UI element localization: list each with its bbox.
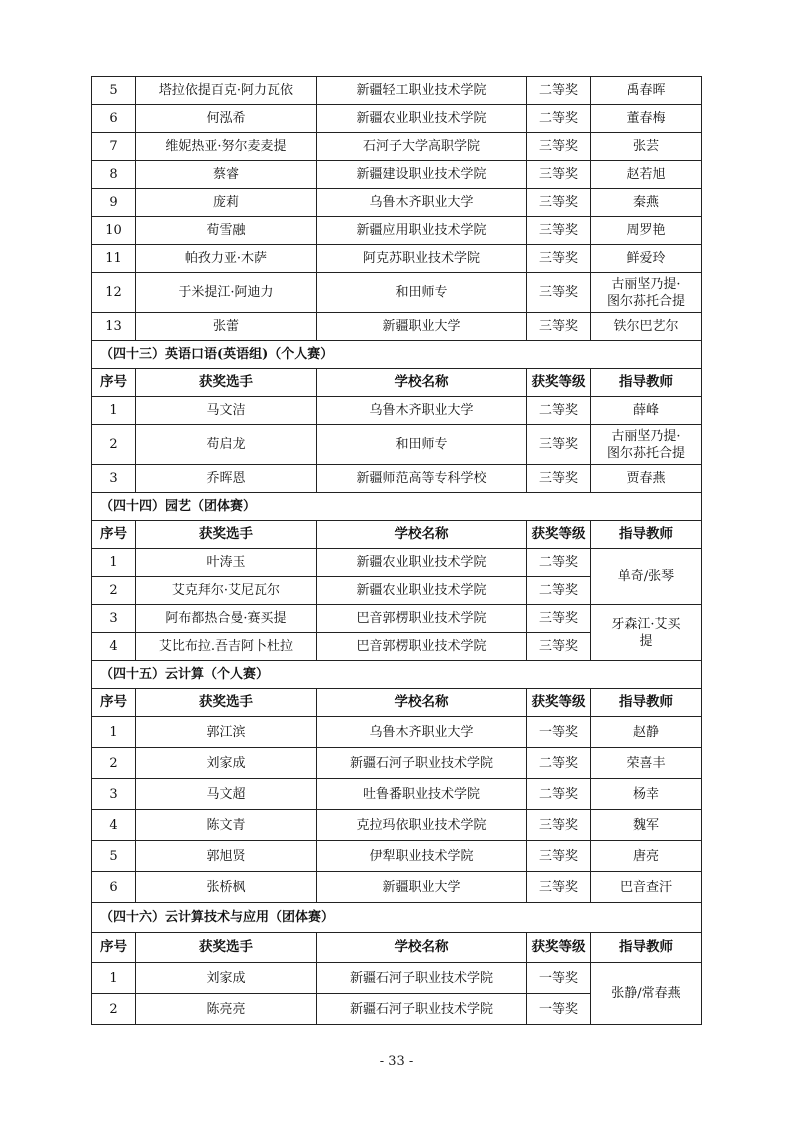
award-level: 三等奖 [527, 189, 591, 217]
teacher-name: 董春梅 [591, 105, 702, 133]
row-number: 3 [92, 779, 136, 810]
row-number: 12 [92, 273, 136, 313]
table-row [92, 245, 702, 273]
teacher-name: 赵静 [591, 717, 702, 748]
table-row [92, 397, 702, 425]
award-level: 三等奖 [527, 217, 591, 245]
player-name: 荀雪融 [136, 217, 317, 245]
school-name: 新疆职业大学 [317, 872, 527, 903]
award-level: 二等奖 [527, 105, 591, 133]
header-level: 获奖等级 [527, 933, 591, 963]
teacher-name-line: 牙森江·艾买 [611, 616, 681, 632]
school-name: 伊犁职业技术学院 [317, 841, 527, 872]
teacher-name: 铁尔巴艺尔 [591, 313, 702, 341]
award-level: 三等奖 [527, 245, 591, 273]
award-level: 二等奖 [527, 577, 591, 605]
row-number: 3 [92, 605, 136, 633]
school-name: 巴音郭楞职业技术学院 [317, 605, 527, 633]
award-level: 三等奖 [527, 872, 591, 903]
school-name: 新疆石河子职业技术学院 [317, 963, 527, 994]
header-teacher: 指导教师 [591, 521, 702, 549]
teacher-name: 单奇/张琴 [591, 549, 702, 605]
player-name: 何泓希 [136, 105, 317, 133]
school-name: 新疆农业职业技术学院 [317, 105, 527, 133]
table-row [92, 549, 702, 577]
header-school: 学校名称 [317, 933, 527, 963]
header-number: 序号 [92, 369, 136, 397]
teacher-name: 鲜爱玲 [591, 245, 702, 273]
teacher-name [591, 425, 702, 465]
teacher-name: 贾春燕 [591, 465, 702, 493]
table-row [92, 105, 702, 133]
table-row [92, 465, 702, 493]
row-number: 7 [92, 133, 136, 161]
school-name: 乌鲁木齐职业大学 [317, 189, 527, 217]
header-player: 获奖选手 [136, 369, 317, 397]
header-row [92, 689, 702, 717]
school-name: 阿克苏职业技术学院 [317, 245, 527, 273]
table-row [92, 810, 702, 841]
school-name: 新疆农业职业技术学院 [317, 549, 527, 577]
header-player: 获奖选手 [136, 521, 317, 549]
player-name: 刘家成 [136, 748, 317, 779]
teacher-name: 魏军 [591, 810, 702, 841]
player-name: 叶涛玉 [136, 549, 317, 577]
player-name: 庞莉 [136, 189, 317, 217]
player-name: 马文洁 [136, 397, 317, 425]
table-row [92, 841, 702, 872]
school-name: 新疆石河子职业技术学院 [317, 748, 527, 779]
award-level: 三等奖 [527, 810, 591, 841]
teacher-name: 秦燕 [591, 189, 702, 217]
header-teacher: 指导教师 [591, 689, 702, 717]
header-player: 获奖选手 [136, 933, 317, 963]
header-level: 获奖等级 [527, 689, 591, 717]
player-name: 郭江滨 [136, 717, 317, 748]
school-name: 新疆职业大学 [317, 313, 527, 341]
table-row [92, 963, 702, 994]
teacher-name: 唐亮 [591, 841, 702, 872]
player-name: 维妮热亚·努尔麦麦提 [136, 133, 317, 161]
award-level: 三等奖 [527, 465, 591, 493]
player-name: 蔡睿 [136, 161, 317, 189]
teacher-name: 薛峰 [591, 397, 702, 425]
award-level: 三等奖 [527, 313, 591, 341]
school-name: 和田师专 [317, 273, 527, 313]
section-title: （四十六）云计算技术与应用（团体赛） [92, 903, 702, 933]
table-row [92, 217, 702, 245]
teacher-name-line: 古丽坚乃提· [611, 428, 681, 444]
player-name: 刘家成 [136, 963, 317, 994]
award-level: 三等奖 [527, 841, 591, 872]
player-name: 陈亮亮 [136, 994, 317, 1025]
player-name: 艾克拜尔·艾尼瓦尔 [136, 577, 317, 605]
teacher-name [591, 273, 702, 313]
header-row [92, 521, 702, 549]
award-level: 二等奖 [527, 397, 591, 425]
row-number: 5 [92, 841, 136, 872]
table-row [92, 189, 702, 217]
teacher-name-line: 图尔荪托合提 [606, 293, 685, 309]
award-level: 三等奖 [527, 425, 591, 465]
row-number: 2 [92, 994, 136, 1025]
header-row [92, 933, 702, 963]
award-level: 二等奖 [527, 77, 591, 105]
header-school: 学校名称 [317, 369, 527, 397]
header-row [92, 369, 702, 397]
row-number: 1 [92, 397, 136, 425]
row-number: 5 [92, 77, 136, 105]
table-row [92, 161, 702, 189]
header-school: 学校名称 [317, 689, 527, 717]
table-row [92, 717, 702, 748]
award-level: 三等奖 [527, 633, 591, 661]
teacher-name: 荣喜丰 [591, 748, 702, 779]
player-name: 帕孜力亚·木萨 [136, 245, 317, 273]
section-title: （四十五）云计算（个人赛） [92, 661, 702, 689]
player-name: 陈文青 [136, 810, 317, 841]
school-name: 新疆石河子职业技术学院 [317, 994, 527, 1025]
row-number: 3 [92, 465, 136, 493]
award-level: 二等奖 [527, 549, 591, 577]
teacher-name-line: 提 [639, 633, 653, 649]
section-title: （四十四）园艺（团体赛） [92, 493, 702, 521]
row-number: 2 [92, 425, 136, 465]
player-name: 于米提江·阿迪力 [136, 273, 317, 313]
teacher-name-line: 图尔荪托合提 [606, 445, 685, 461]
school-name: 新疆应用职业技术学院 [317, 217, 527, 245]
table-row [92, 313, 702, 341]
section-heading-row [92, 903, 702, 933]
row-number: 6 [92, 872, 136, 903]
header-number: 序号 [92, 933, 136, 963]
teacher-name: 禹春晖 [591, 77, 702, 105]
player-name: 乔晖恩 [136, 465, 317, 493]
player-name: 塔拉依提百克·阿力瓦依 [136, 77, 317, 105]
row-number: 8 [92, 161, 136, 189]
award-level: 一等奖 [527, 717, 591, 748]
school-name: 吐鲁番职业技术学院 [317, 779, 527, 810]
section-heading-row [92, 493, 702, 521]
teacher-name [591, 605, 702, 661]
player-name: 张桥枫 [136, 872, 317, 903]
school-name: 新疆农业职业技术学院 [317, 577, 527, 605]
row-number: 2 [92, 748, 136, 779]
award-level: 三等奖 [527, 133, 591, 161]
school-name: 新疆师范高等专科学校 [317, 465, 527, 493]
school-name: 新疆轻工职业技术学院 [317, 77, 527, 105]
player-name: 马文超 [136, 779, 317, 810]
player-name: 艾比布拉.吾吉阿卜杜拉 [136, 633, 317, 661]
teacher-name: 杨幸 [591, 779, 702, 810]
teacher-name: 张芸 [591, 133, 702, 161]
table-row [92, 605, 702, 633]
header-player: 获奖选手 [136, 689, 317, 717]
award-level: 一等奖 [527, 963, 591, 994]
school-name: 乌鲁木齐职业大学 [317, 717, 527, 748]
award-level: 三等奖 [527, 273, 591, 313]
header-number: 序号 [92, 521, 136, 549]
row-number: 10 [92, 217, 136, 245]
award-level: 二等奖 [527, 779, 591, 810]
teacher-name-line: 古丽坚乃提· [611, 276, 681, 292]
header-level: 获奖等级 [527, 521, 591, 549]
school-name: 石河子大学高职学院 [317, 133, 527, 161]
school-name: 和田师专 [317, 425, 527, 465]
row-number: 1 [92, 717, 136, 748]
table-row [92, 77, 702, 105]
table-row [92, 425, 702, 465]
table-row [92, 748, 702, 779]
row-number: 6 [92, 105, 136, 133]
teacher-name: 巴音查汗 [591, 872, 702, 903]
school-name: 乌鲁木齐职业大学 [317, 397, 527, 425]
award-level: 三等奖 [527, 605, 591, 633]
table-row [92, 779, 702, 810]
award-level: 三等奖 [527, 161, 591, 189]
header-teacher: 指导教师 [591, 933, 702, 963]
row-number: 1 [92, 549, 136, 577]
teacher-name: 赵若旭 [591, 161, 702, 189]
header-number: 序号 [92, 689, 136, 717]
school-name: 新疆建设职业技术学院 [317, 161, 527, 189]
table-row [92, 133, 702, 161]
school-name: 巴音郭楞职业技术学院 [317, 633, 527, 661]
school-name: 克拉玛依职业技术学院 [317, 810, 527, 841]
row-number: 9 [92, 189, 136, 217]
award-level: 一等奖 [527, 994, 591, 1025]
row-number: 11 [92, 245, 136, 273]
row-number: 13 [92, 313, 136, 341]
section-heading-row [92, 661, 702, 689]
row-number: 1 [92, 963, 136, 994]
section-heading-row [92, 341, 702, 369]
row-number: 2 [92, 577, 136, 605]
table-row [92, 872, 702, 903]
teacher-name: 张静/常春燕 [591, 963, 702, 1025]
player-name: 张蕾 [136, 313, 317, 341]
teacher-name: 周罗艳 [591, 217, 702, 245]
row-number: 4 [92, 810, 136, 841]
header-school: 学校名称 [317, 521, 527, 549]
header-teacher: 指导教师 [591, 369, 702, 397]
header-level: 获奖等级 [527, 369, 591, 397]
page-number: - 33 - [379, 1054, 414, 1069]
table-row [92, 273, 702, 313]
award-level: 二等奖 [527, 748, 591, 779]
player-name: 郭旭贤 [136, 841, 317, 872]
player-name: 苟启龙 [136, 425, 317, 465]
player-name: 阿布都热合曼·赛买提 [136, 605, 317, 633]
row-number: 4 [92, 633, 136, 661]
awards-table [91, 76, 702, 1025]
section-title: （四十三）英语口语(英语组)（个人赛） [92, 341, 702, 369]
